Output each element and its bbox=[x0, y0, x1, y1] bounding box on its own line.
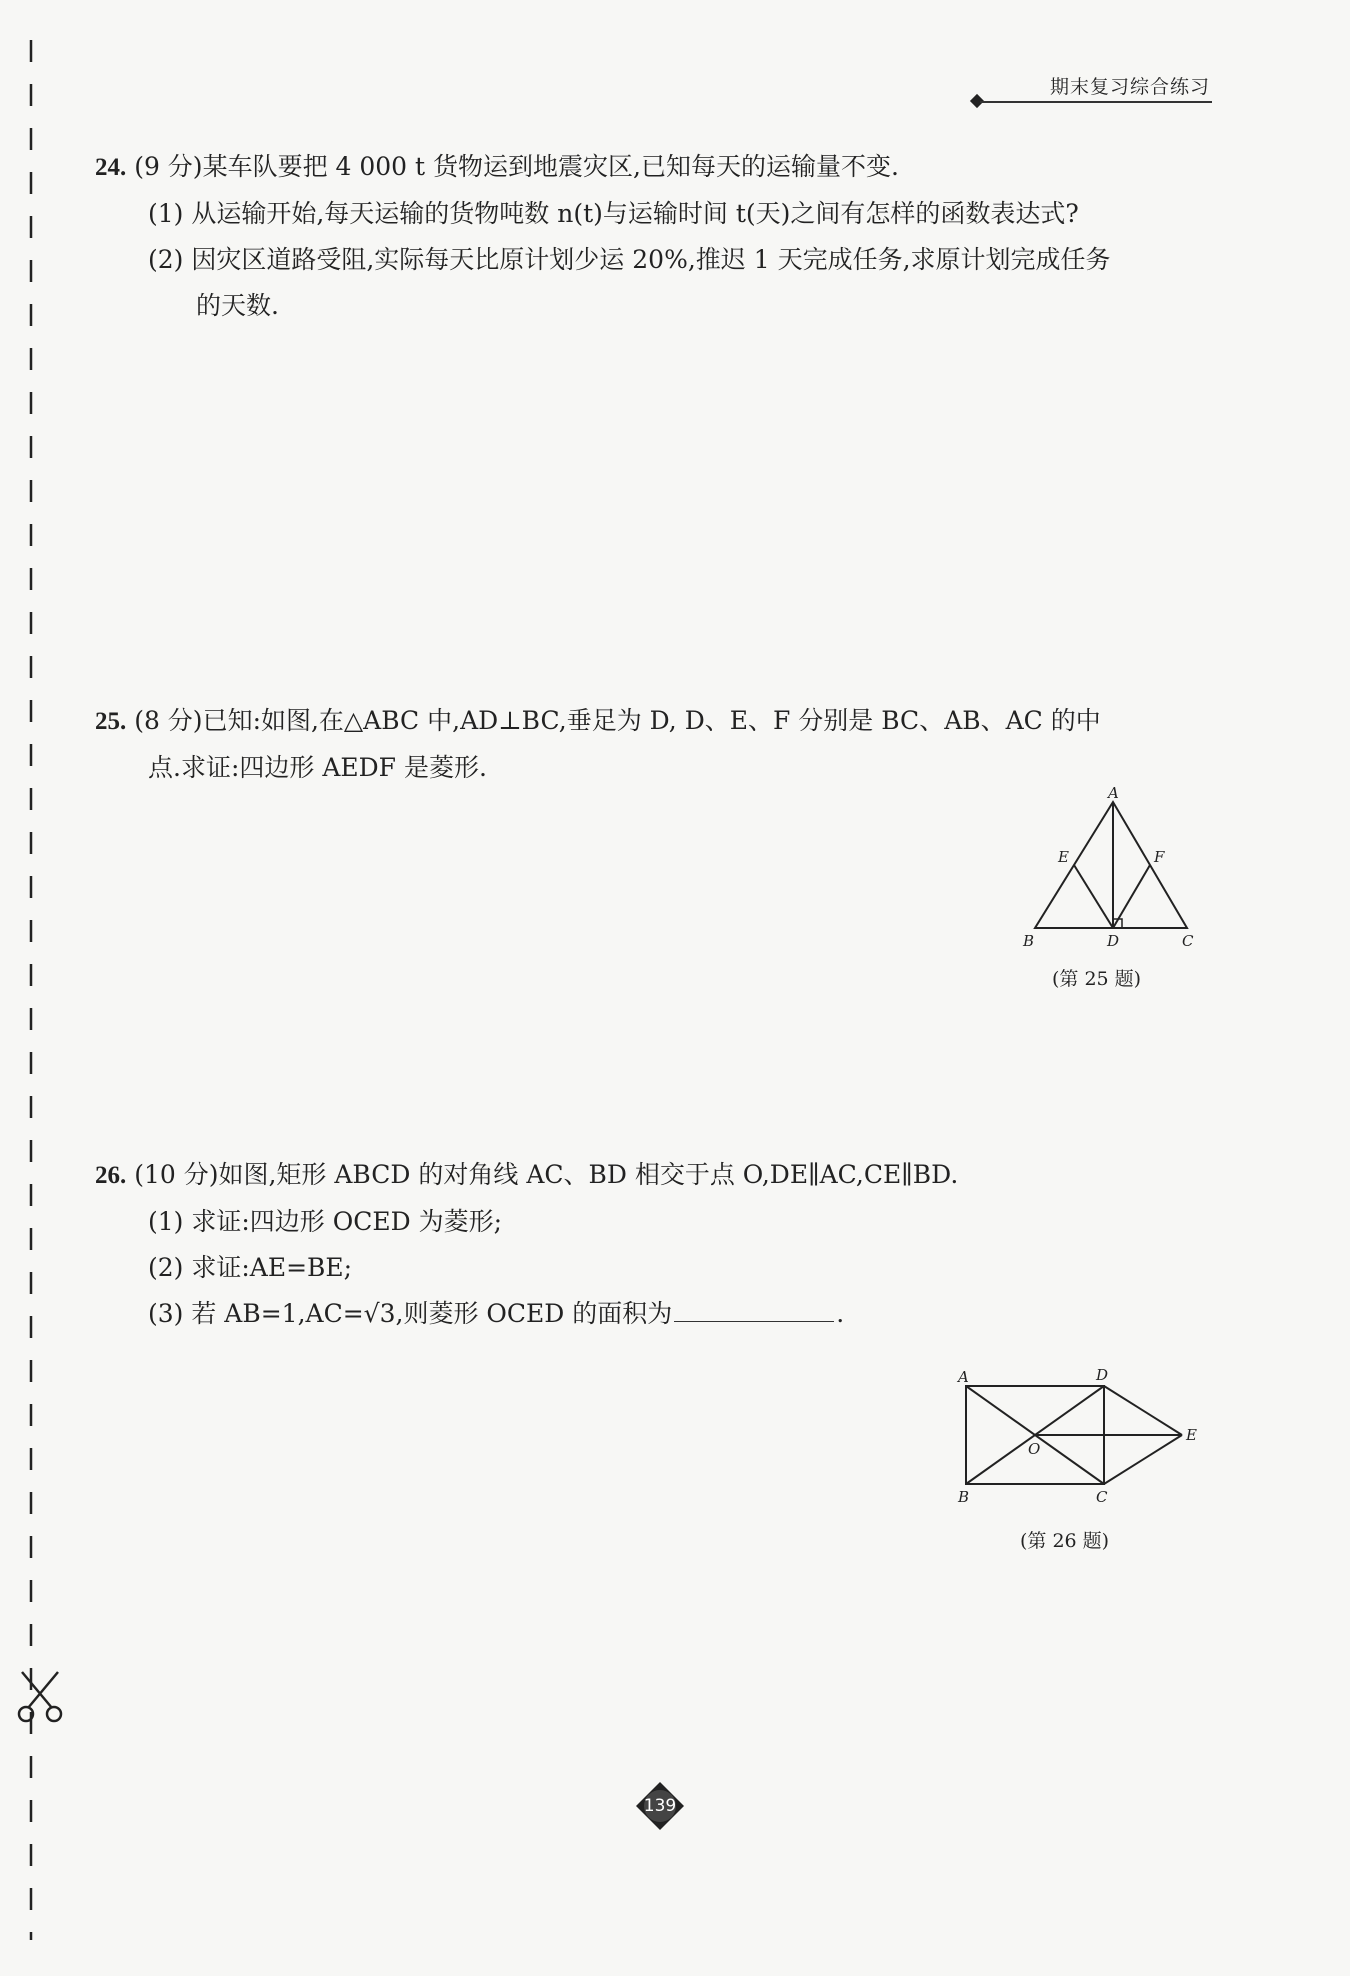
fig26-label-D: D bbox=[1096, 1366, 1109, 1384]
figure-26-rectangle bbox=[950, 1362, 1210, 1512]
cut-line bbox=[28, 40, 34, 1940]
question-26 bbox=[95, 1152, 1225, 1337]
fig25-label-F: F bbox=[1154, 848, 1165, 866]
header-rule bbox=[980, 101, 1212, 103]
question-25-stem bbox=[95, 698, 1225, 745]
page-number-badge bbox=[636, 1782, 684, 1830]
figure-25-caption: (第 25 题) bbox=[1052, 968, 1142, 990]
question-25-number: 25. bbox=[95, 708, 127, 735]
page-number: 139 bbox=[643, 1796, 677, 1816]
question-25 bbox=[95, 698, 1225, 791]
page-header-title: 期末复习综合练习 bbox=[1049, 76, 1210, 98]
fig26-label-B: B bbox=[958, 1488, 970, 1506]
question-26-number: 26. bbox=[95, 1162, 127, 1189]
fig25-label-A: A bbox=[1108, 784, 1119, 802]
fig25-label-D: D bbox=[1107, 932, 1120, 950]
scissors-icon bbox=[14, 1668, 66, 1726]
question-26-part1: (1) 求证:四边形 OCED 为菱形; bbox=[148, 1207, 503, 1236]
question-26-part2: (2) 求证:AE=BE; bbox=[148, 1253, 353, 1282]
question-24-stem bbox=[95, 144, 1225, 191]
question-26-stem-text: (10 分)如图,矩形 ABCD 的对角线 AC、BD 相交于点 O,DE∥AC,CE∥BD. bbox=[134, 1160, 959, 1189]
answer-blank[interactable] bbox=[674, 1297, 834, 1322]
question-24 bbox=[95, 144, 1225, 329]
fig26-label-O: O bbox=[1028, 1440, 1041, 1458]
fig25-label-C: C bbox=[1182, 932, 1194, 950]
question-25-stem-cont: 点.求证:四边形 AEDF 是菱形. bbox=[148, 753, 487, 782]
question-26-part3-end: . bbox=[836, 1299, 845, 1328]
question-24-part2: (2) 因灾区道路受阻,实际每天比原计划少运 20%,推迟 1 天完成任务,求原计划完成任务 bbox=[148, 245, 1111, 274]
question-26-part3-text: (3) 若 AB=1,AC=√3,则菱形 OCED 的面积为 bbox=[148, 1299, 673, 1328]
figure-25-triangle bbox=[1015, 780, 1215, 960]
question-24-stem-text: (9 分)某车队要把 4 000 t 货物运到地震灾区,已知每天的运输量不变. bbox=[134, 152, 899, 181]
question-24-part2-cont: 的天数. bbox=[196, 291, 279, 320]
question-24-part1: (1) 从运输开始,每天运输的货物吨数 n(t)与运输时间 t(天)之间有怎样的函数表达式? bbox=[148, 199, 1079, 228]
question-25-stem-text: (8 分)已知:如图,在△ABC 中,AD⊥BC,垂足为 D, D、E、F 分别是 BC、AB、AC 的中 bbox=[134, 706, 1101, 735]
question-26-part3 bbox=[95, 1291, 1225, 1337]
figure-26-caption: (第 26 题) bbox=[1020, 1530, 1110, 1552]
fig25-label-B: B bbox=[1023, 932, 1035, 950]
fig26-label-A: A bbox=[958, 1368, 969, 1386]
fig26-label-C: C bbox=[1096, 1488, 1108, 1506]
question-24-number: 24. bbox=[95, 154, 127, 181]
question-26-stem bbox=[95, 1152, 1225, 1199]
fig25-label-E: E bbox=[1058, 848, 1069, 866]
fig26-label-E: E bbox=[1186, 1426, 1197, 1444]
